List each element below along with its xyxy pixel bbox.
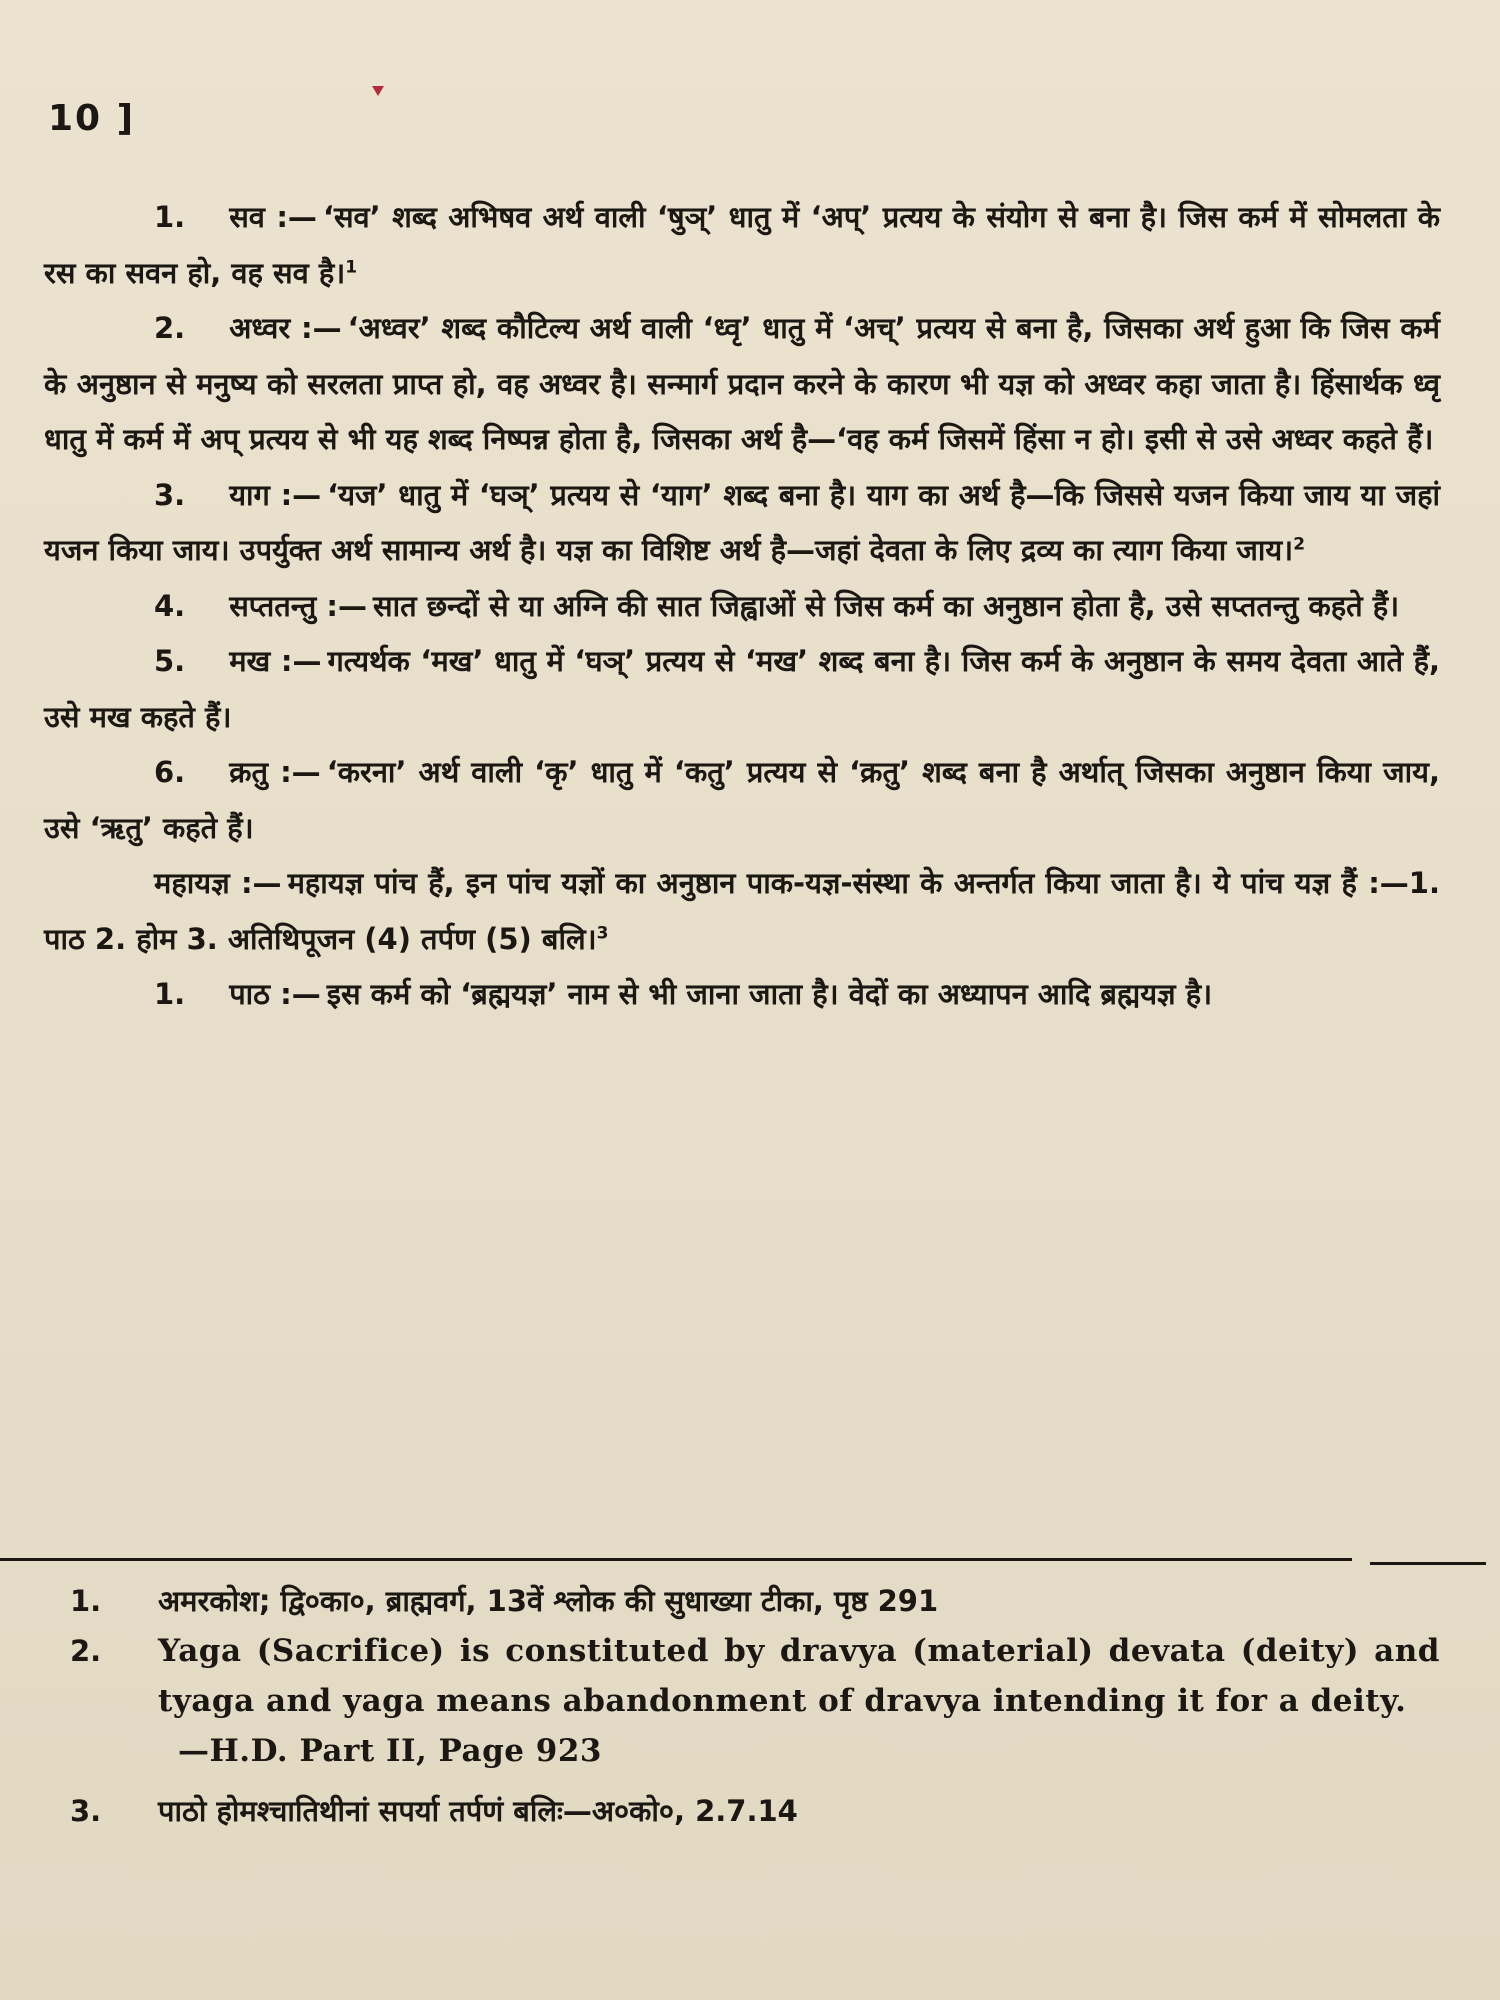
section-text: गत्यर्थक ‘मख’ धातु में ‘घञ्’ प्रत्यय से ‘मख’ शब्द बना है। जिस कर्म के अनुष्ठान के समय देवता आते हैं, उसे मख कहते हैं। [44, 644, 1441, 734]
footnote-ref: 2 [1293, 534, 1306, 555]
footnote-number: 1. [70, 1584, 102, 1618]
red-mark [372, 86, 384, 96]
footnote-divider [0, 1558, 1352, 1561]
section-path [44, 967, 1440, 1023]
section-text: ‘करना’ अर्थ वाली ‘कृ’ धातु में ‘कतु’ प्रत्यय से ‘क्रतु’ शब्द बना है अर्थात् जिसका अनुष्ठान किया जाय, उसे ‘ऋतु’ कहते हैं। [44, 755, 1441, 845]
section-term: याग :— [229, 477, 322, 512]
footnote-1 [70, 1576, 1440, 1626]
section-term: क्रतु :— [229, 755, 321, 789]
page-number: 10 ] [48, 98, 136, 139]
section-text: इस कर्म को ‘ब्रह्मयज्ञ’ नाम से भी जाना जाता है। वेदों का अध्यापन आदि ब्रह्मयज्ञ है। [326, 977, 1213, 1011]
footnote-text: Yaga (Sacrifice) is constituted by dravya (material) devata (deity) and tyaga and yaga means abandonment of dravya intending it for a deity. [158, 1633, 1440, 1719]
footnote-text: अमरकोश; द्वि०का०, ब्राह्मवर्ग, 13वें श्लोक की सुधाख्या टीका, पृष्ठ 291 [158, 1584, 939, 1618]
section-mahayagya [44, 856, 1440, 967]
section-text: ‘अध्वर’ शब्द कौटिल्य अर्थ वाली ‘ध्वृ’ धातु में ‘अच्’ प्रत्यय से बना है, जिसका अर्थ हुआ कि जिस कर्म के अनुष्ठान से मनुष्य को सरलता प्राप्त हो, वह अध्वर है। सन्मार्ग प्रदान करने के कारण भी यज्ञ को अध्वर कहा जाता है। हिंसार्थक ध्वृ धातु में कर्म में अप् प्रत्यय से भी यह शब्द निष्पन्न होता है, जिसका अर्थ है—‘वह कर्म जिसमें हिंसा न हो। इसी से उसे अध्वर कहते हैं। [44, 311, 1440, 456]
footnote-number: 2. [70, 1634, 102, 1668]
main-text [44, 190, 1440, 1023]
section-term: सप्ततन्तु :— [229, 588, 367, 623]
section-number: 1. [154, 977, 186, 1011]
section-number: 1. [154, 200, 186, 234]
footnote-number: 3. [70, 1794, 102, 1828]
section-makh [44, 634, 1440, 745]
section-term: मख :— [229, 644, 322, 678]
section-sav [44, 190, 1440, 301]
footnote-body [158, 1626, 1440, 1776]
footnotes [70, 1576, 1440, 1836]
footnote-3 [70, 1786, 1440, 1836]
section-term: अध्वर :— [229, 311, 342, 345]
section-term: सव :— [229, 200, 317, 234]
section-saptatantu [44, 579, 1440, 635]
section-kratu [44, 745, 1440, 856]
section-number: 4. [154, 588, 186, 623]
section-text: ‘यज’ धातु में ‘घञ्’ प्रत्यय से ‘याग’ शब्द बना है। याग का अर्थ है—कि जिससे यजन किया जाय या जहां यजन किया जाय। उपर्युक्त अर्थ सामान्य अर्थ है। यज्ञ का विशिष्ट अर्थ है—जहां देवता के लिए द्रव्य का त्याग किया जाय। [44, 477, 1440, 567]
section-text: महायज्ञ पांच हैं, इन पांच यज्ञों का अनुष्ठान पाक-यज्ञ-संस्था के अन्तर्गत किया जाता है। ये पांच यज्ञ हैं :—1. पाठ 2. होम 3. अतिथिपूजन (4) तर्पण (5) बलि। [44, 866, 1440, 956]
footnote-text: पाठो होमश्चातिथीनां सपर्या तर्पणं बलिः—अ०को०, 2.7.14 [158, 1794, 798, 1828]
footnote-ref: 3 [596, 922, 609, 943]
section-term: महायज्ञ :— [154, 866, 282, 900]
footnote-2 [70, 1626, 1440, 1776]
section-term: पाठ :— [229, 977, 321, 1011]
footnote-divider-short [1370, 1562, 1486, 1565]
section-text: सात छन्दों से या अग्नि की सात जिह्वाओं से जिस कर्म का अनुष्ठान होता है, उसे सप्ततन्तु कहते हैं। [372, 588, 1400, 623]
footnote-attribution: —H.D. Part II, Page 923 [178, 1733, 603, 1769]
section-yag [44, 468, 1440, 579]
section-number: 2. [154, 311, 186, 345]
footnote-ref: 1 [345, 256, 358, 277]
section-text: ‘सव’ शब्द अभिषव अर्थ वाली ‘षुञ्’ धातु में ‘अप्’ प्रत्यय के संयोग से बना है। जिस कर्म में सोमलता के रस का सवन हो, वह सव है। [44, 200, 1441, 290]
section-adhvar [44, 301, 1440, 468]
section-number: 6. [154, 755, 186, 789]
section-number: 5. [154, 644, 186, 678]
section-number: 3. [154, 477, 186, 512]
